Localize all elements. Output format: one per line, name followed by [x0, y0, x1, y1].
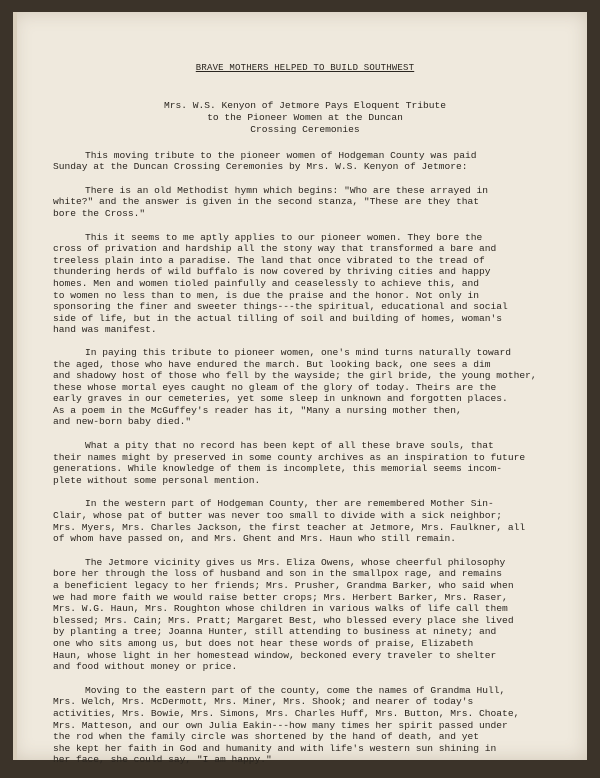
text-line: and food without money or price. [53, 661, 238, 673]
paragraph [53, 685, 557, 766]
text-line: Sunday at the Duncan Crossing Ceremonies by Mrs. W.S. Kenyon of Jetmore: [53, 161, 468, 173]
subheadline [53, 100, 557, 136]
text-line: the rod when the family circle was shortened by the hand of death, and yet [53, 731, 480, 743]
article-text [53, 150, 557, 766]
text-line: There is an old Methodist hymn which begins: "Who are these arrayed in [85, 184, 489, 196]
text-line: homes. Men and women tioled painfully and ceaselessly to achieve this, and [53, 277, 480, 289]
text-line: The Jetmore vicinity gives us Mrs. Eliza Owens, whose cheerful philosophy [85, 556, 506, 568]
paragraph [53, 232, 557, 336]
paragraph [53, 498, 557, 544]
paragraph [53, 185, 557, 220]
text-line: we had more faith we would raise better crops; Mrs. Herbert Barker, Mrs. Raser, [53, 591, 508, 603]
text-line: In paying this tribute to pioneer women, one's mind turns naturally toward [85, 346, 512, 358]
document-body [53, 63, 557, 778]
text-line: their names might by preserved in some county archives as an inspiration to future [53, 451, 526, 463]
text-line: one who sits among us, but does not hear these words of praise, Elizabeth [53, 637, 474, 649]
subhead-line: to the Pioneer Women at the Duncan [207, 111, 403, 123]
text-line: side of life, but in the actual tilling of soil and building of homes, woman's [53, 312, 503, 324]
text-line: a beneficient legacy to her friends; Mrs. Prusher, Grandma Barker, who said when [53, 580, 514, 591]
paragraph [53, 150, 557, 173]
text-line: early graves in our cemeteries, yet some sleep in unknown and forgotten places. [53, 393, 508, 405]
text-line: Haun, whose light in her homestead window, beckoned every traveler to shelter [53, 649, 497, 661]
paragraph [53, 557, 557, 673]
text-line: hand was manifest. [53, 324, 157, 336]
text-line: thundering herds of wild buffalo is now covered by thriving cities and happy [53, 266, 491, 278]
text-line: What a pity that no record has been kept of all these brave souls, that [85, 440, 494, 452]
text-line: Mrs. Myers, Mrs. Charles Jackson, the first teacher at Jetmore, Mrs. Faulkner, all [53, 521, 526, 533]
text-line: treeless plain into a paradise. The land that once vibrated to the tread of [53, 254, 485, 266]
text-line: activities, Mrs. Bowie, Mrs. Simons, Mrs. Charles Huff, Mrs. Button, Mrs. Choate, [53, 707, 520, 719]
text-line: bore the Cross." [53, 207, 146, 219]
text-line: bore her through the loss of husband and son in the smallpox rage, and remains [53, 568, 503, 580]
text-line: generations. While knowledge of them is incomplete, this memorial seems incom- [53, 463, 503, 475]
text-line: Mrs. W.G. Haun, Mrs. Roughton whose children in various walks of life call them [53, 603, 508, 615]
text-line: Mrs. Matteson, and our own Julia Eakin---how many times her spirit passed under [53, 719, 508, 731]
text-line: she kept her faith in God and humanity and with life's western sun shining in [53, 742, 497, 754]
text-line: This moving tribute to the pioneer women of Hodgeman County was paid [85, 149, 477, 161]
text-line: and new-born baby died." [53, 416, 192, 428]
text-line: cross of privation and hardship all the stony way that transformed a bare and [53, 243, 497, 255]
text-line: As a poem in the McGuffey's reader has it, "Many a nursing mother then, [53, 404, 462, 416]
subhead-line: Crossing Ceremonies [250, 123, 360, 135]
document-page [13, 12, 587, 766]
text-line: Mrs. Welch, Mrs. McDermott, Mrs. Miner, Mrs. Shook; and nearer of today's [53, 696, 474, 708]
text-line: plete without some personal mention. [53, 474, 261, 486]
paragraph [53, 440, 557, 486]
text-line: This it seems to me aptly applies to our pioneer women. They bore the [85, 231, 483, 243]
text-line: Moving to the eastern part of the county, come the names of Grandma Hull, [85, 684, 506, 696]
page-edge [13, 12, 17, 760]
subhead-line: Mrs. W.S. Kenyon of Jetmore Pays Eloquent Tribute [163, 99, 447, 111]
text-line: In the western part of Hodgeman County, ther are remembered Mother Sin- [85, 498, 494, 510]
text-line: to women no less than to men, is due the praise and the honor. Not only in [53, 289, 480, 301]
paragraph [53, 347, 557, 428]
text-line: sponsoring the finer and sweeter things---the spiritual, educational and social [53, 301, 508, 313]
headline: BRAVE MOTHERS HELPED TO BUILD SOUTHWEST [195, 63, 415, 73]
text-line: of whom have passed on, and Mrs. Ghent and Mrs. Haun who still remain. [53, 533, 457, 545]
text-line: the aged, those who have endured the march. But looking back, one sees a dim [53, 358, 491, 370]
text-line: these whose mortal eyes caught no gleam of the glory of today. Theirs are the [53, 381, 497, 393]
text-line: blessed; Mrs. Cain; Mrs. Pratt; Margaret Best, who blessed every place she lived [53, 614, 514, 626]
text-line: by planting a tree; Joanna Hunter, still attending to business at ninety; and [53, 626, 497, 638]
text-line: white?" and the answer is given in the second stanza, "These are they that [53, 196, 480, 208]
text-line: and shadowy host of those who fell by the wayside; the girl bride, the young mother, [53, 370, 537, 382]
text-line: Clair, whose pat of butter was never too small to divide with a sick neighbor; [53, 510, 503, 522]
text-line: her face, she could say, "I am happy." [53, 754, 272, 766]
